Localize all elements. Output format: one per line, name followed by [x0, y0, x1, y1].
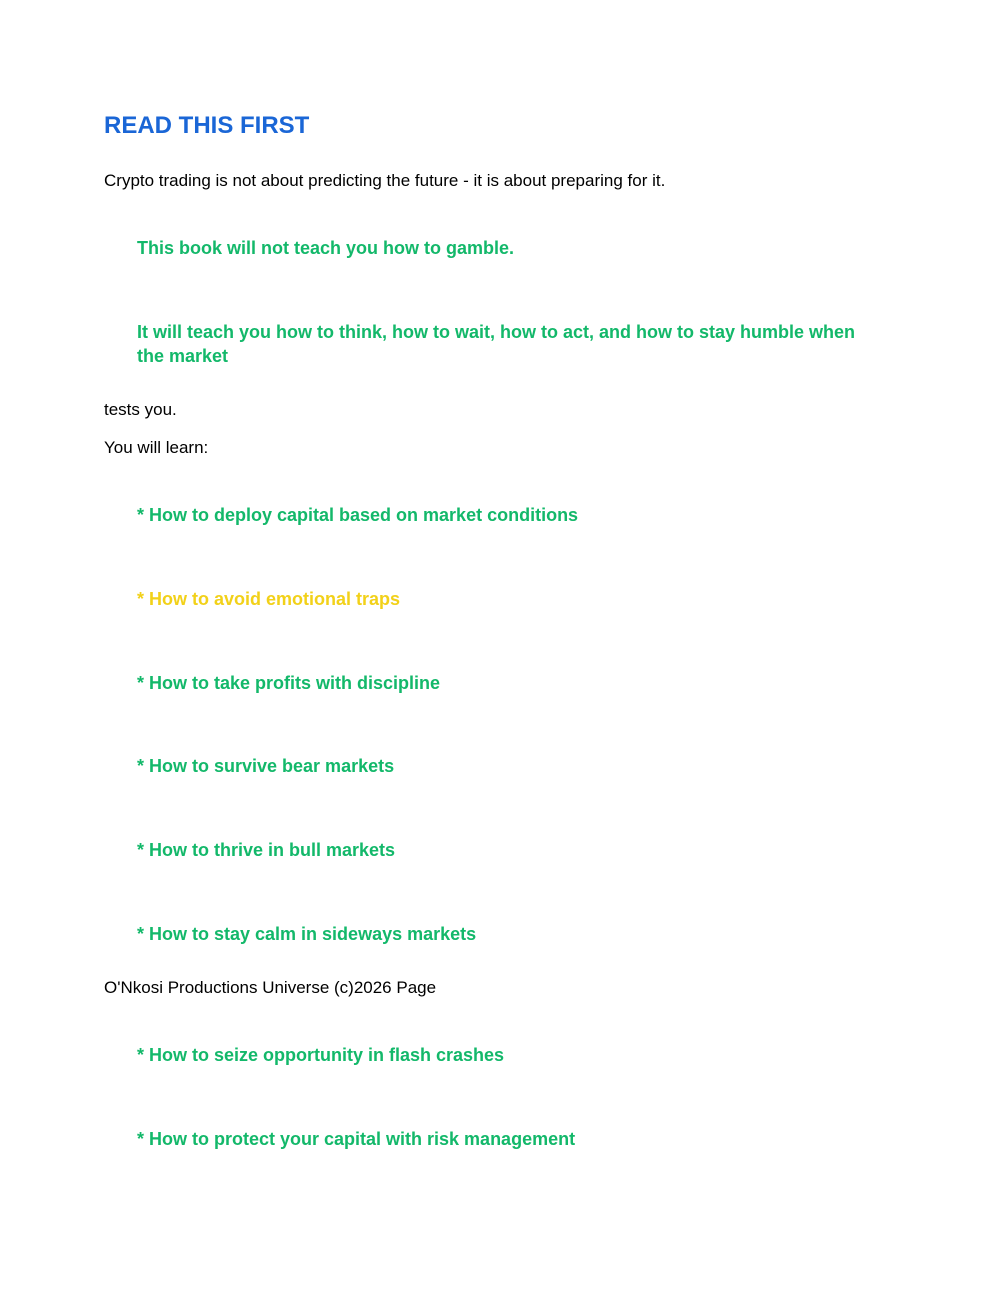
callout-teach-line-1: It will teach you how to think, how to wait, how to act, and how to stay humble when	[137, 322, 856, 342]
callout-teach-line-2: the market	[137, 346, 229, 366]
list-item: * How to avoid emotional traps	[137, 589, 401, 609]
callout-gamble: This book will not teach you how to gamble.	[137, 238, 515, 258]
list-item: * How to survive bear markets	[137, 756, 395, 776]
continuation-text: tests you.	[104, 400, 177, 419]
list-item: * How to seize opportunity in flash crashes	[137, 1045, 505, 1065]
list-item: * How to stay calm in sideways markets	[137, 924, 477, 944]
list-item: * How to deploy capital based on market conditions	[137, 505, 579, 525]
list-item: * How to thrive in bull markets	[137, 840, 396, 860]
learn-intro: You will learn:	[104, 438, 209, 457]
list-item: * How to protect your capital with risk management	[137, 1129, 576, 1149]
list-item: * How to take profits with discipline	[137, 673, 441, 693]
intro-paragraph: Crypto trading is not about predicting the future - it is about preparing for it.	[104, 171, 666, 190]
footer-text: O'Nkosi Productions Universe (c)2026 Page	[104, 978, 437, 997]
page-title: READ THIS FIRST	[104, 112, 310, 139]
